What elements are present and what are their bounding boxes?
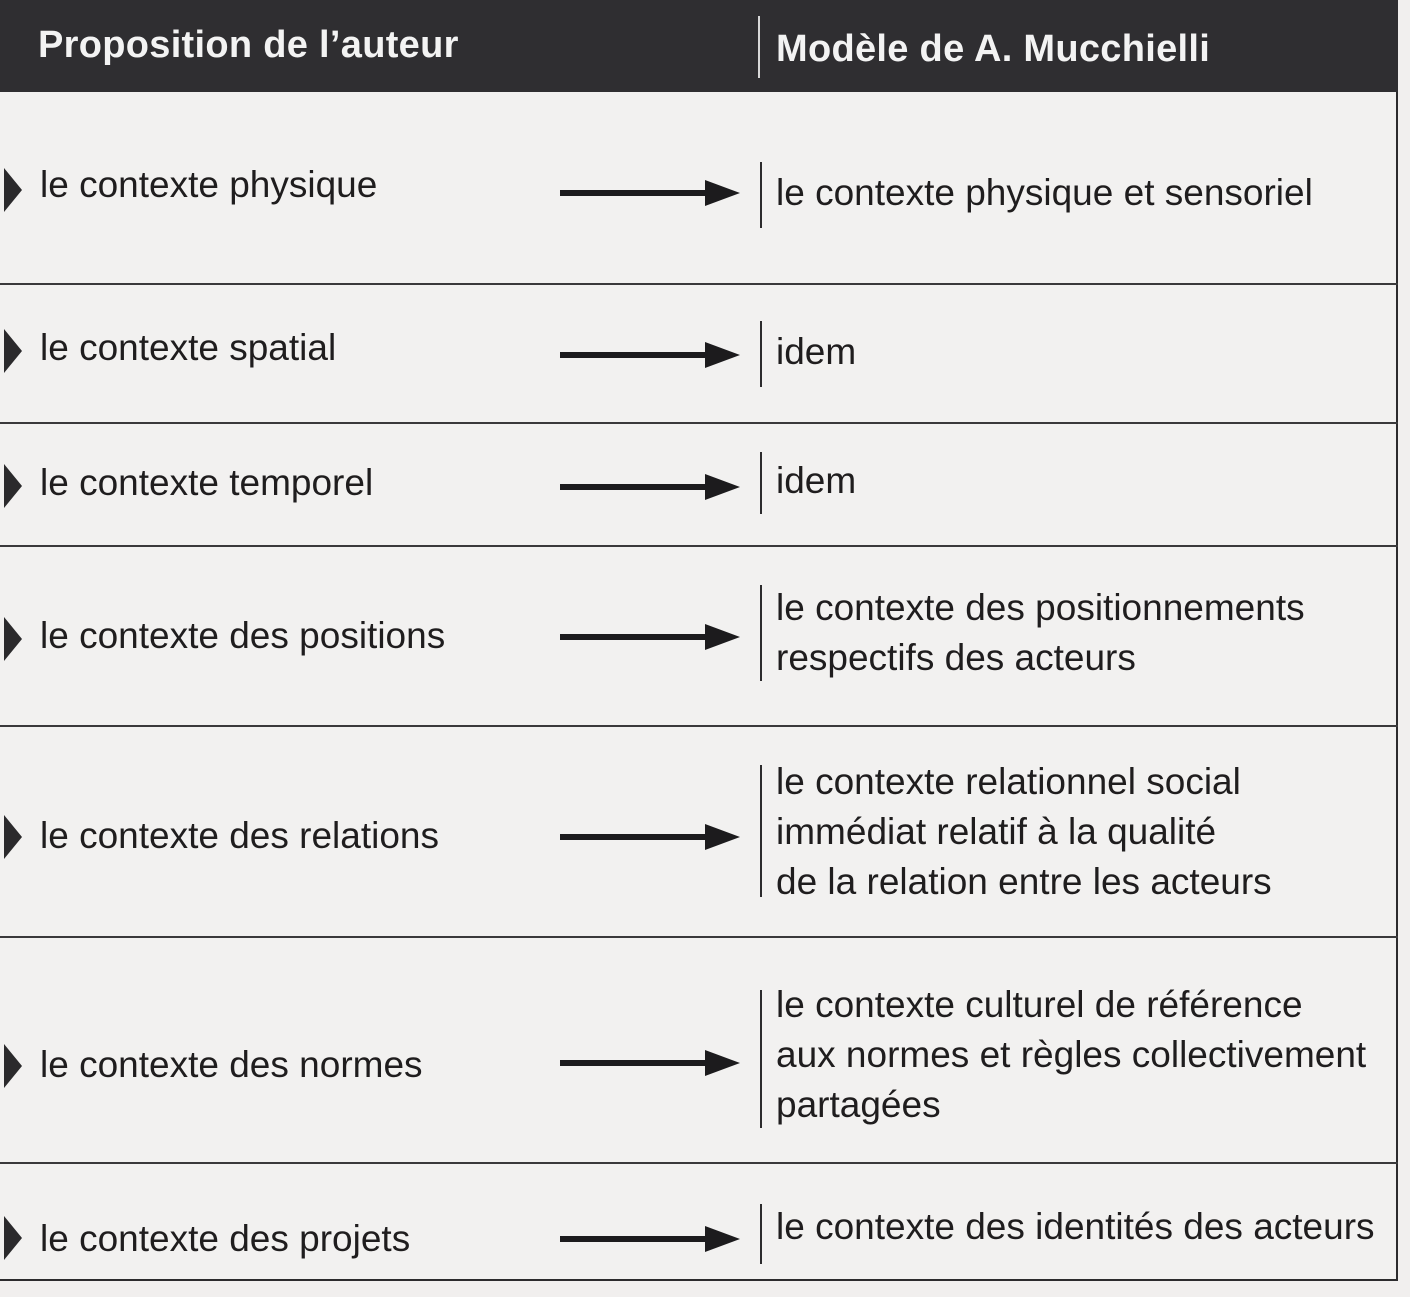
row-right-line: le contexte physique et sensoriel bbox=[776, 172, 1313, 213]
row-right-line: le contexte des positionnements bbox=[776, 587, 1305, 628]
row-right-text bbox=[776, 168, 1313, 218]
row-marker-icon bbox=[4, 617, 22, 661]
row-right-line: immédiat relatif à la qualité bbox=[776, 811, 1217, 852]
row-right-line: respectifs des acteurs bbox=[776, 637, 1136, 678]
row-right-text bbox=[776, 1202, 1375, 1252]
row-right-line: le contexte culturel de référence bbox=[776, 984, 1303, 1025]
row-left-text: le contexte des positions bbox=[40, 615, 446, 656]
row-marker-icon bbox=[4, 168, 22, 212]
row-marker-icon bbox=[4, 1044, 22, 1088]
row-right-text bbox=[776, 980, 1366, 1130]
row-marker-icon bbox=[4, 329, 22, 373]
row-divider bbox=[760, 585, 762, 681]
row-right-line: idem bbox=[776, 331, 857, 372]
row-right-line: aux normes et règles collectivement bbox=[776, 1034, 1367, 1075]
header-divider bbox=[758, 16, 760, 78]
arrow-right-icon bbox=[560, 178, 740, 208]
row-divider bbox=[760, 765, 762, 897]
row-right-line: le contexte des identités des acteurs bbox=[776, 1206, 1375, 1247]
table-row bbox=[0, 285, 1398, 424]
row-right-line: le contexte relationnel social bbox=[776, 761, 1241, 802]
row-left-text: le contexte des projets bbox=[40, 1218, 411, 1259]
row-right-line: partagées bbox=[776, 1084, 941, 1125]
row-marker-icon bbox=[4, 815, 22, 859]
row-marker-icon bbox=[4, 464, 22, 508]
row-left-text: le contexte des normes bbox=[40, 1044, 423, 1085]
row-left-text: le contexte des relations bbox=[40, 815, 440, 856]
table-row bbox=[0, 547, 1398, 727]
row-right-line: idem bbox=[776, 460, 857, 501]
row-divider bbox=[760, 1204, 762, 1264]
arrow-right-icon bbox=[560, 340, 740, 370]
header-right-label: Modèle de A. Mucchielli bbox=[776, 28, 1211, 70]
arrow-right-icon bbox=[560, 822, 740, 852]
row-right-text bbox=[776, 583, 1305, 683]
row-divider bbox=[760, 162, 762, 228]
table-row bbox=[0, 92, 1398, 285]
row-right-line: de la relation entre les acteurs bbox=[776, 861, 1272, 902]
row-divider bbox=[760, 990, 762, 1128]
arrow-right-icon bbox=[560, 622, 740, 652]
arrow-right-icon bbox=[560, 1224, 740, 1254]
row-right-text bbox=[776, 327, 856, 377]
row-right-text bbox=[776, 757, 1272, 907]
table-row bbox=[0, 1164, 1398, 1281]
table-header bbox=[0, 0, 1398, 92]
row-marker-icon bbox=[4, 1216, 22, 1260]
arrow-right-icon bbox=[560, 1048, 740, 1078]
table-row bbox=[0, 727, 1398, 938]
row-divider bbox=[760, 321, 762, 387]
row-right-text bbox=[776, 456, 856, 506]
row-left-text: le contexte physique bbox=[40, 164, 378, 205]
table-row bbox=[0, 424, 1398, 547]
arrow-right-icon bbox=[560, 472, 740, 502]
row-left-text: le contexte temporel bbox=[40, 462, 374, 503]
header-left-label: Proposition de l’auteur bbox=[38, 24, 459, 66]
row-left-text: le contexte spatial bbox=[40, 327, 337, 368]
row-divider bbox=[760, 452, 762, 514]
table-row bbox=[0, 938, 1398, 1164]
